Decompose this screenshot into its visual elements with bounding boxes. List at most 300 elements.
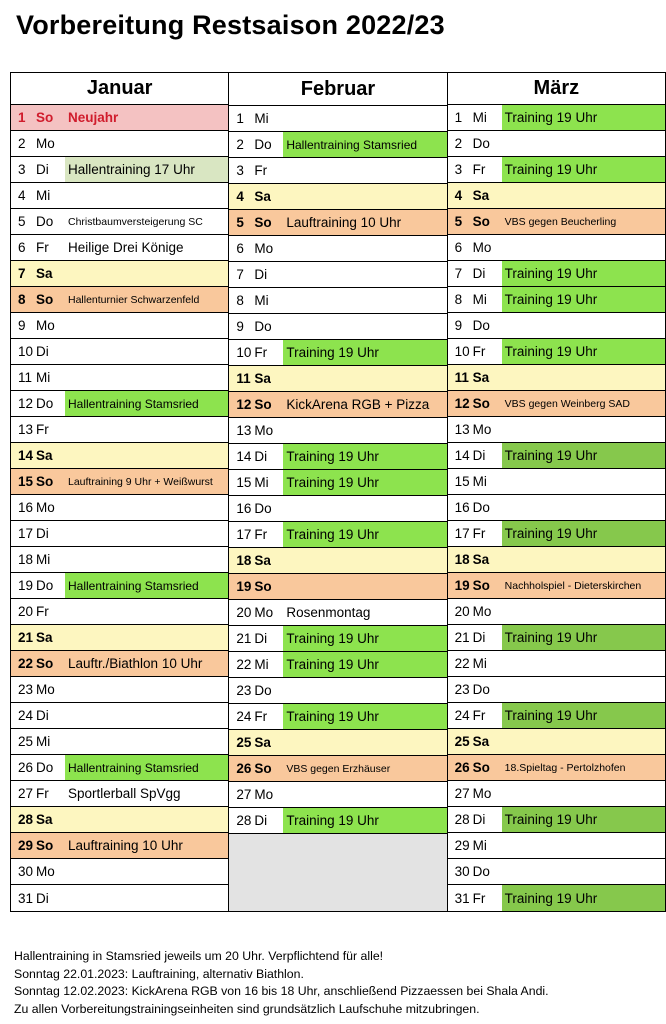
day-event (283, 158, 446, 183)
day-row (229, 262, 446, 288)
day-number: 12 (454, 396, 470, 411)
weekday: Mi (472, 292, 487, 307)
weekday: Mi (254, 657, 269, 672)
weekday: Do (472, 136, 490, 151)
day-event: Hallentraining Stamsried (65, 755, 228, 780)
day-date (11, 391, 65, 416)
day-date (11, 339, 65, 364)
note-line: Hallentraining in Stamsried jeweils um 20 Uhr. Verpflichtend für alle! (14, 949, 384, 963)
day-date (11, 781, 65, 806)
day-number: 28 (18, 812, 34, 827)
day-row (448, 703, 665, 729)
day-date (448, 495, 502, 520)
day-event: Hallenturnier Schwarzenfeld (65, 287, 228, 312)
day-row (448, 521, 665, 547)
day-number: 9 (454, 318, 463, 333)
day-date (11, 755, 65, 780)
day-number: 12 (18, 396, 34, 411)
day-row (11, 677, 228, 703)
weekday: So (254, 397, 272, 412)
day-date (229, 600, 283, 625)
day-event (502, 417, 665, 442)
day-row (448, 651, 665, 677)
day-date (11, 651, 65, 676)
day-event (502, 313, 665, 338)
day-number: 6 (236, 241, 244, 256)
day-number: 21 (454, 630, 470, 645)
day-event: VBS gegen Erzhäuser (283, 756, 446, 781)
day-number: 1 (236, 111, 244, 126)
day-row (448, 573, 665, 599)
day-date (448, 131, 502, 156)
day-event (65, 495, 228, 520)
day-row (229, 574, 446, 600)
weekday: Mo (36, 500, 55, 515)
weekday: Sa (36, 812, 53, 827)
day-row (11, 573, 228, 599)
day-date (11, 105, 65, 130)
day-date (448, 651, 502, 676)
day-row (448, 287, 665, 313)
weekday: Fr (472, 344, 486, 359)
day-event (65, 183, 228, 208)
weekday: Fr (36, 604, 49, 619)
day-row (448, 729, 665, 755)
day-date (11, 625, 65, 650)
day-row (11, 261, 228, 287)
weekday: Mi (254, 111, 269, 126)
weekday: So (254, 215, 272, 230)
day-date (448, 105, 502, 130)
day-number: 4 (454, 188, 463, 203)
day-row (448, 157, 665, 183)
day-event: Training 19 Uhr (502, 287, 665, 312)
month-header: Januar (11, 73, 228, 105)
day-number: 6 (18, 240, 26, 255)
day-row (448, 755, 665, 781)
day-number: 4 (18, 188, 26, 203)
day-event (65, 625, 228, 650)
day-date (229, 262, 283, 287)
day-date (448, 599, 502, 624)
day-date (229, 106, 283, 131)
weekday: Mo (36, 864, 55, 879)
day-event (502, 859, 665, 884)
day-row (448, 417, 665, 443)
day-event: Training 19 Uhr (502, 885, 665, 911)
weekday: Di (254, 813, 268, 828)
day-date (229, 314, 283, 339)
day-row (448, 313, 665, 339)
day-row (11, 469, 228, 495)
weekday: Do (36, 396, 54, 411)
day-date (11, 287, 65, 312)
day-number: 11 (18, 370, 33, 385)
day-number: 5 (454, 214, 463, 229)
day-event: Training 19 Uhr (283, 808, 446, 833)
day-row (11, 443, 228, 469)
day-date (229, 210, 283, 235)
weekday: Do (472, 864, 490, 879)
day-row (11, 495, 228, 521)
day-number: 15 (454, 474, 470, 489)
day-number: 8 (236, 293, 244, 308)
day-event (283, 574, 446, 599)
day-number: 21 (236, 631, 252, 646)
page-title: Vorbereitung Restsaison 2022/23 (16, 10, 445, 40)
day-event (502, 131, 665, 156)
day-event: Hallentraining 17 Uhr (65, 157, 228, 182)
day-row (448, 885, 665, 911)
day-date (448, 807, 502, 832)
day-date (229, 470, 283, 495)
day-event: Sportlerball SpVgg (68, 786, 181, 801)
day-event (65, 859, 228, 884)
weekday: Mi (36, 734, 51, 749)
weekday: Sa (36, 266, 53, 281)
weekday: Mi (36, 370, 51, 385)
day-date (229, 366, 283, 391)
day-row (229, 756, 446, 782)
day-event (283, 730, 446, 755)
day-row (11, 703, 228, 729)
weekday: Mi (36, 188, 51, 203)
day-date (448, 443, 502, 468)
day-row (448, 833, 665, 859)
day-event (65, 521, 228, 546)
day-date (448, 339, 502, 364)
weekday: Sa (472, 734, 490, 749)
day-number: 27 (236, 787, 252, 802)
weekday: Sa (472, 552, 490, 567)
day-event: Training 19 Uhr (502, 261, 665, 286)
day-date (448, 625, 502, 650)
weekday: Di (472, 812, 486, 827)
day-number: 19 (18, 578, 34, 593)
weekday: Sa (472, 188, 490, 203)
weekday: Di (36, 526, 49, 541)
weekday: Di (36, 708, 49, 723)
day-row (229, 626, 446, 652)
day-date (11, 573, 65, 598)
day-event (283, 262, 446, 287)
day-row (229, 366, 446, 392)
day-date (229, 340, 283, 365)
day-number: 10 (18, 344, 34, 359)
day-date (229, 574, 283, 599)
day-event (502, 183, 665, 208)
day-date (11, 443, 65, 468)
day-date (11, 495, 65, 520)
day-number: 10 (236, 345, 252, 360)
day-event: Lauftr./Biathlon 10 Uhr (65, 651, 228, 676)
day-date (11, 885, 65, 911)
weekday: Do (472, 318, 490, 333)
weekday: Fr (472, 890, 486, 906)
day-event: Lauftraining 9 Uhr + Weißwurst (65, 469, 228, 494)
note-line: Sonntag 12.02.2023: KickArena RGB von 16 bis 18 Uhr, anschließend Pizzaessen bei Shala Andi. (14, 984, 549, 999)
weekday: Di (36, 890, 49, 906)
day-row (448, 131, 665, 157)
day-row (229, 600, 446, 626)
day-date (229, 652, 283, 677)
day-event: Training 19 Uhr (283, 470, 446, 495)
month-header: Februar (229, 73, 446, 106)
day-date (448, 469, 502, 494)
day-event: Christbaumversteigerung SC (68, 215, 203, 228)
day-date (448, 365, 502, 390)
weekday: Di (472, 630, 486, 645)
day-event (283, 288, 446, 313)
day-date (229, 184, 283, 209)
day-date (448, 729, 502, 754)
day-row (448, 261, 665, 287)
day-row (448, 599, 665, 625)
day-event (502, 235, 665, 260)
weekday: Sa (254, 735, 271, 750)
day-event (65, 443, 228, 468)
day-date (229, 236, 283, 261)
weekday: Mo (472, 422, 492, 437)
day-event (65, 261, 228, 286)
day-date (11, 521, 65, 546)
day-event: Training 19 Uhr (502, 157, 665, 182)
day-number: 19 (236, 579, 252, 594)
day-event (502, 547, 665, 572)
day-row (448, 547, 665, 573)
day-number: 29 (454, 838, 470, 853)
day-row (11, 313, 228, 339)
day-event (65, 885, 228, 911)
day-event (65, 599, 228, 624)
day-number: 13 (236, 423, 252, 438)
day-number: 26 (18, 760, 34, 775)
day-row (229, 444, 446, 470)
day-row (229, 782, 446, 808)
note-line: Sonntag 22.01.2023: Lauftraining, alternativ Biathlon. (14, 966, 304, 981)
day-number: 17 (18, 526, 34, 541)
weekday: Mi (254, 475, 269, 490)
day-number: 8 (18, 292, 26, 307)
day-event (283, 314, 446, 339)
day-number: 12 (236, 397, 252, 412)
day-date (11, 469, 65, 494)
day-row (229, 288, 446, 314)
day-row (448, 391, 665, 417)
weekday: Fr (254, 527, 268, 542)
weekday: Mo (254, 787, 274, 802)
day-date (229, 392, 283, 417)
day-row (229, 314, 446, 340)
day-number: 7 (18, 266, 26, 281)
day-date (448, 261, 502, 286)
day-row (11, 365, 228, 391)
day-row (229, 470, 446, 496)
day-row (229, 184, 446, 210)
weekday: Di (254, 449, 268, 464)
weekday: Di (472, 266, 486, 281)
day-date (448, 183, 502, 208)
day-event (502, 651, 665, 676)
day-number: 26 (454, 760, 470, 775)
weekday: Mi (472, 656, 487, 671)
month-column-januar (11, 73, 229, 911)
day-date (448, 755, 502, 780)
day-date (448, 287, 502, 312)
day-number: 16 (18, 500, 34, 515)
day-number: 1 (454, 110, 463, 125)
day-row (11, 391, 228, 417)
day-number: 3 (236, 163, 244, 178)
day-number: 27 (454, 786, 470, 801)
weekday: Do (254, 683, 272, 698)
month-rows (229, 106, 446, 911)
weekday: Sa (254, 553, 271, 568)
day-number: 3 (18, 162, 26, 177)
day-date (11, 833, 65, 858)
day-number: 28 (454, 812, 470, 827)
day-event (502, 781, 665, 806)
day-number: 5 (236, 215, 244, 230)
weekday: So (254, 761, 272, 776)
day-row (229, 210, 446, 236)
weekday: So (472, 760, 490, 775)
day-row (448, 469, 665, 495)
day-date (11, 235, 65, 260)
day-number: 30 (454, 864, 470, 879)
day-event: Training 19 Uhr (502, 703, 665, 728)
day-number: 18 (236, 553, 252, 568)
day-number: 28 (236, 813, 252, 828)
day-event (65, 365, 228, 390)
day-event (65, 677, 228, 702)
day-row (448, 859, 665, 885)
day-number: 21 (18, 630, 34, 645)
day-event: Training 19 Uhr (283, 340, 446, 365)
day-date (11, 859, 65, 884)
weekday: Di (36, 162, 49, 177)
day-number: 14 (18, 448, 34, 463)
day-event: KickArena RGB + Pizza (283, 392, 446, 417)
day-date (448, 209, 502, 234)
day-date (229, 288, 283, 313)
day-date (229, 730, 283, 755)
day-event (283, 236, 446, 261)
day-row (11, 781, 228, 807)
day-number: 9 (236, 319, 244, 334)
day-row (229, 158, 446, 184)
day-row (229, 678, 446, 704)
day-row (229, 704, 446, 730)
day-event (65, 131, 228, 156)
weekday: Do (472, 682, 490, 697)
weekday: Fr (254, 163, 268, 178)
day-event (65, 339, 228, 364)
day-event (283, 366, 446, 391)
day-number: 11 (454, 370, 469, 385)
day-number: 4 (236, 189, 244, 204)
day-event (65, 729, 228, 754)
day-row (11, 547, 228, 573)
weekday: Mi (254, 293, 269, 308)
day-event (283, 106, 446, 131)
day-date (11, 417, 65, 442)
day-date (229, 782, 283, 807)
day-row (11, 885, 228, 911)
day-event (283, 548, 446, 573)
day-date (448, 859, 502, 884)
day-date (448, 313, 502, 338)
day-event: Training 19 Uhr (502, 521, 665, 546)
day-row (448, 495, 665, 521)
day-row (448, 235, 665, 261)
month-rows (11, 105, 228, 911)
day-number: 31 (18, 890, 34, 906)
day-number: 14 (454, 448, 470, 463)
notes-section (14, 948, 549, 1018)
day-row (11, 235, 228, 261)
day-date (448, 391, 502, 416)
day-number: 6 (454, 240, 463, 255)
day-date (448, 417, 502, 442)
day-row (229, 496, 446, 522)
weekday: Sa (254, 189, 271, 204)
day-number: 2 (236, 137, 244, 152)
month-header: März (448, 73, 665, 105)
weekday: Di (254, 631, 268, 646)
day-number: 29 (18, 838, 34, 853)
day-event (65, 807, 228, 832)
weekday: So (36, 474, 54, 489)
day-event (283, 496, 446, 521)
weekday: Do (254, 137, 272, 152)
day-row (448, 339, 665, 365)
weekday: Sa (36, 630, 53, 645)
day-event (283, 678, 446, 703)
weekday: Mo (254, 605, 274, 620)
day-row (11, 105, 228, 131)
weekday: So (472, 578, 490, 593)
day-number: 22 (236, 657, 252, 672)
day-number: 22 (18, 656, 34, 671)
day-date (448, 547, 502, 572)
day-row (229, 548, 446, 574)
day-event: Heilige Drei Könige (68, 240, 184, 255)
day-event: Training 19 Uhr (502, 443, 665, 468)
day-number: 15 (236, 475, 252, 490)
day-event (502, 599, 665, 624)
day-date (448, 833, 502, 858)
day-number: 20 (236, 605, 252, 620)
day-row (448, 677, 665, 703)
day-number: 3 (454, 162, 463, 177)
day-date (229, 418, 283, 443)
day-row (229, 340, 446, 366)
day-row (448, 807, 665, 833)
day-row (11, 287, 228, 313)
day-event: Training 19 Uhr (502, 105, 665, 130)
weekday: Mo (472, 240, 492, 255)
day-row (11, 833, 228, 859)
weekday: Mo (254, 241, 274, 256)
day-number: 7 (236, 267, 244, 282)
weekday: Do (254, 319, 272, 334)
day-row (11, 651, 228, 677)
note-line: Zu allen Vorbereitungstrainingseinheiten sind grundsätzlich Laufschuhe mitzubringen. (14, 1001, 480, 1016)
day-date (229, 158, 283, 183)
day-number: 13 (454, 422, 470, 437)
weekday: So (254, 579, 272, 594)
